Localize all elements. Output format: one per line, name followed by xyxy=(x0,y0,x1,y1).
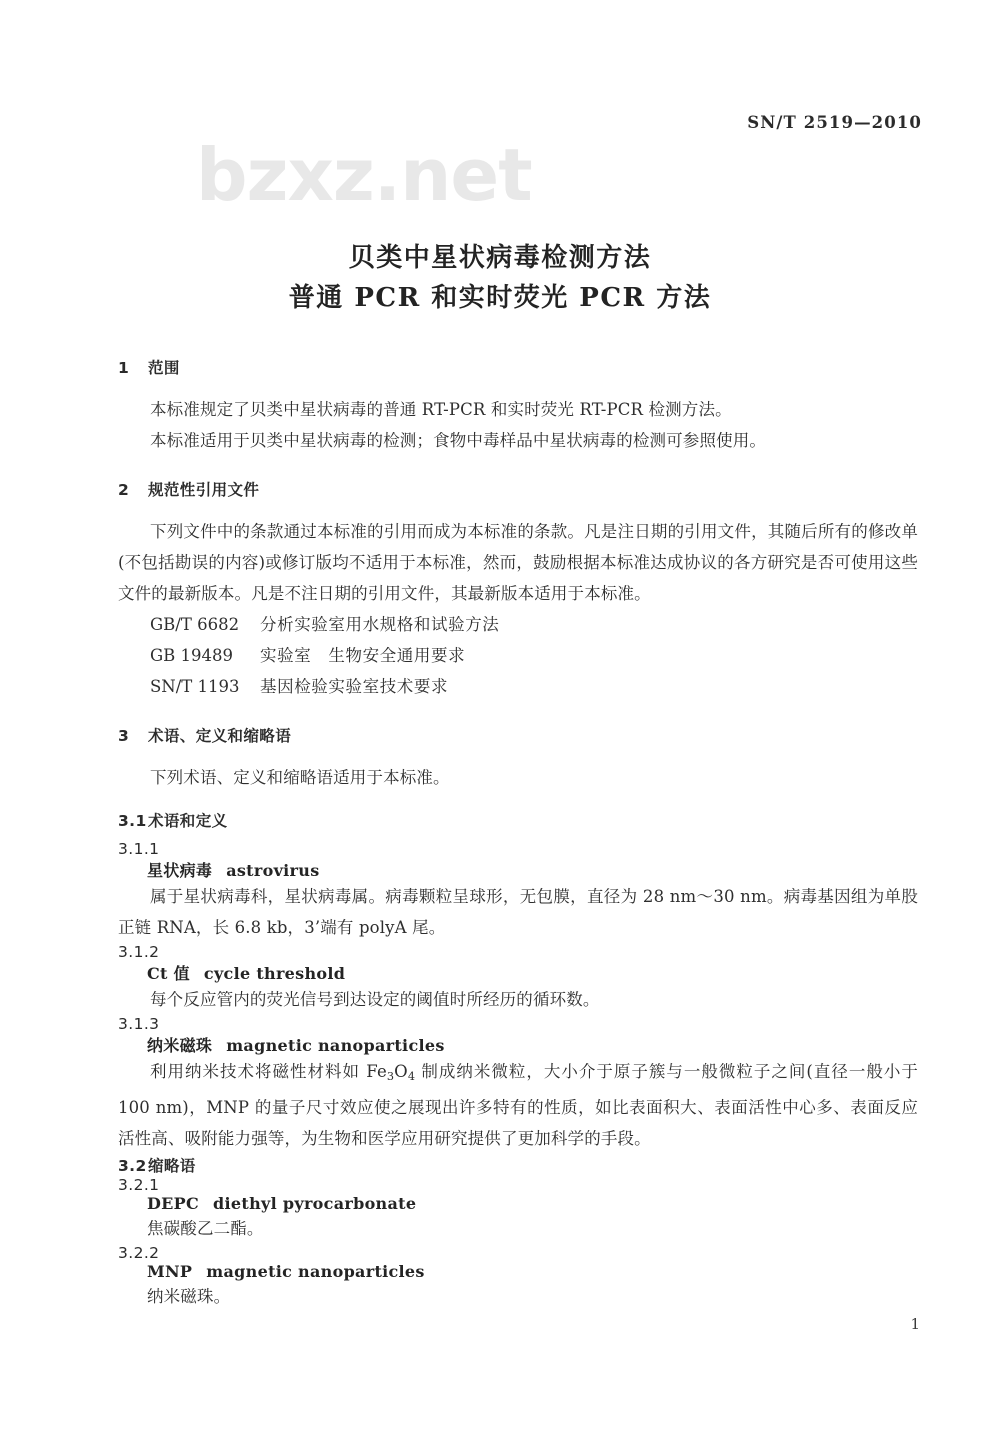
entry-number-3-1-2: 3.1.2 xyxy=(118,943,160,961)
entry-number-3-2-1: 3.2.1 xyxy=(118,1176,160,1195)
reference-code: GB/T 6682 xyxy=(150,615,240,634)
abbr-expansion: magnetic nanoparticles xyxy=(206,1262,425,1282)
section-1-paragraph-1: 本标准规定了贝类中星状病毒的普通 RT-PCR 和实时荧光 RT-PCR 检测方法。 xyxy=(150,400,732,419)
clause-heading-3-1 xyxy=(118,809,918,831)
entry-number-3-2-2: 3.2.2 xyxy=(118,1244,160,1263)
clause-title-1: 范围 xyxy=(148,359,180,377)
page-title-line-2: 普通 PCR 和实时荧光 PCR 方法 xyxy=(288,283,712,313)
reference-item xyxy=(118,671,918,702)
clause-title-3-2: 缩略语 xyxy=(148,1157,196,1176)
clause-title-3: 术语、定义和缩略语 xyxy=(148,727,292,745)
section-2-paragraph-1: 下列文件中的条款通过本标准的引用而成为本标准的条款。凡是注日期的引用文件，其随后所有的修改单(不包括勘误的内容)或修订版均不适用于本标准，然而，鼓励根据本标准达成协议的各方研究是否可使用这些文件的最新版本。凡是不注日期的引用文件，其最新版本适用于本标准。 xyxy=(118,522,918,603)
clause-number-3-1: 3.1 xyxy=(118,812,147,830)
term-heading-3-1-1 xyxy=(147,858,918,881)
term-name-cn: Ct 值 xyxy=(147,964,190,983)
definition-text-pre: 利用纳米技术将磁性材料如 Fe xyxy=(150,1062,387,1081)
clause-number-3: 3 xyxy=(118,727,130,745)
definition-text-post: 制成纳米微粒，大小介于原子簇与一般微粒子之间(直径一般小于 100 nm)，MNP 的量子尺寸效应使之展现出许多特有的性质，如比表面积大、表面活性中心多、表面反应活性高、吸附能力强等，为生物和医学应用研究提供了更加科学的手段。 xyxy=(118,1062,919,1149)
reference-item xyxy=(118,609,918,640)
page-title-line-1: 贝类中星状病毒检测方法 xyxy=(348,243,652,273)
term-heading-3-2-2 xyxy=(147,1262,918,1281)
term-name-en: magnetic nanoparticles xyxy=(226,1036,445,1055)
clause-number-1: 1 xyxy=(118,359,130,377)
section-3-paragraph-1: 下列术语、定义和缩略语适用于本标准。 xyxy=(150,768,450,787)
reference-item xyxy=(118,640,918,671)
abbr-expansion: diethyl pyrocarbonate xyxy=(213,1194,417,1214)
abbr-definition-3-2-2: 纳米磁珠。 xyxy=(147,1287,231,1307)
entry-number-3-1-3: 3.1.3 xyxy=(118,1015,160,1033)
section-1-paragraph-2: 本标准适用于贝类中星状病毒的检测；食物中毒样品中星状病毒的检测可参照使用。 xyxy=(150,431,767,450)
page-number: 1 xyxy=(910,1315,920,1333)
abbr-definition-3-2-1: 焦碳酸乙二酯。 xyxy=(147,1219,264,1239)
entry-number-3-1-1: 3.1.1 xyxy=(118,840,160,858)
document-title xyxy=(0,238,1000,318)
reference-title: 实验室 生物安全通用要求 xyxy=(260,646,466,665)
formula-subscript-4: 4 xyxy=(407,1070,416,1084)
term-definition-3-1-3 xyxy=(118,1056,918,1154)
term-heading-3-1-2 xyxy=(147,961,918,984)
clause-number-2: 2 xyxy=(118,481,130,499)
reference-code: SN/T 1193 xyxy=(150,677,240,696)
clause-title-3-1: 术语和定义 xyxy=(148,812,228,830)
reference-title: 基因检验实验室技术要求 xyxy=(260,677,449,696)
term-heading-3-1-3 xyxy=(147,1033,918,1056)
term-definition-3-1-2: 每个反应管内的荧光信号到达设定的阈值时所经历的循环数。 xyxy=(150,990,600,1009)
clause-heading-3 xyxy=(118,724,918,746)
watermark-text: bzxz.net xyxy=(196,133,532,217)
standard-code-header: SN/T 2519—2010 xyxy=(747,113,922,132)
term-name-cn: 星状病毒 xyxy=(147,861,213,880)
clause-number-3-2: 3.2 xyxy=(118,1157,147,1176)
clause-heading-2 xyxy=(118,478,918,500)
formula-oxygen: O xyxy=(394,1062,408,1081)
abbr-name: MNP xyxy=(147,1262,193,1282)
term-name-en: astrovirus xyxy=(226,861,320,880)
term-name-en: cycle threshold xyxy=(203,964,346,983)
term-heading-3-2-1 xyxy=(147,1194,918,1213)
clause-title-2: 规范性引用文件 xyxy=(148,481,260,499)
document-body xyxy=(118,356,918,1312)
reference-code: GB 19489 xyxy=(150,646,234,665)
term-definition-3-1-1: 属于星状病毒科，星状病毒属。病毒颗粒呈球形，无包膜，直径为 28 nm～30 nm。病毒基因组为单股正链 RNA，长 6.8 kb，3’端有 polyA 尾。 xyxy=(118,887,918,937)
clause-heading-3-2 xyxy=(118,1154,918,1176)
formula-subscript-3: 3 xyxy=(386,1070,395,1084)
reference-title: 分析实验室用水规格和试验方法 xyxy=(260,615,500,634)
term-name-cn: 纳米磁珠 xyxy=(147,1036,213,1055)
clause-heading-1 xyxy=(118,356,918,378)
abbr-name: DEPC xyxy=(147,1194,200,1214)
